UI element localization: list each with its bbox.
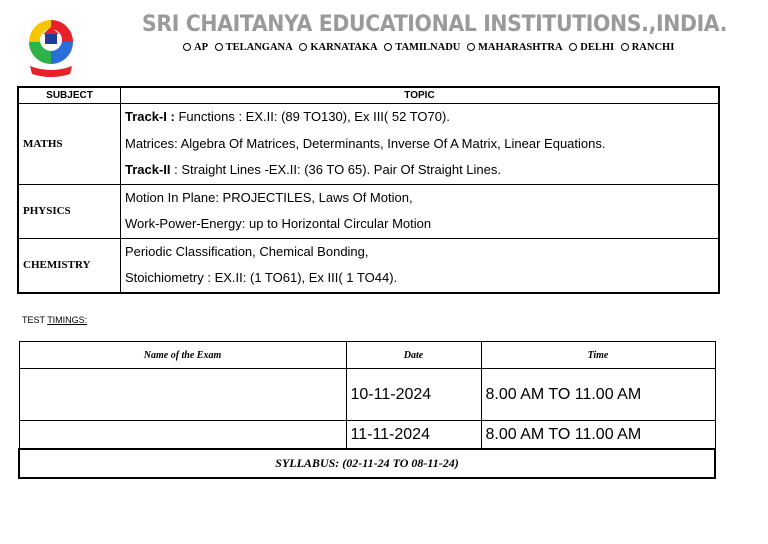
physics-topics — [121, 184, 720, 238]
test-timings-label: TEST TIMINGS: — [22, 315, 88, 325]
maths-topics — [121, 104, 720, 185]
syllabus-range: SYLLABUS: (02-11-24 TO 08-11-24) — [19, 449, 715, 478]
exam-name-header: Name of the Exam — [19, 342, 346, 369]
time-header: Time — [481, 342, 715, 369]
topic-header: TOPIC — [121, 87, 720, 104]
exam-name-cell — [19, 369, 346, 421]
states-list — [183, 42, 678, 53]
state-item: MAHARASHTRA — [467, 42, 563, 53]
state-item: KARNATAKA — [299, 42, 377, 53]
maths-subject: MATHS — [18, 104, 121, 185]
maths-track2: Track-II : Straight Lines -EX.II: (36 TO 65). Pair Of Straight Lines. — [125, 162, 501, 177]
bullet-icon — [183, 43, 191, 51]
chemistry-line: Periodic Classification, Chemical Bonding, — [125, 243, 369, 259]
table-row — [19, 421, 715, 450]
physics-line: Motion In Plane: PROJECTILES, Laws Of Motion, — [125, 189, 413, 205]
chemistry-subject: CHEMISTRY — [18, 238, 121, 293]
maths-track1: Track-I : Functions : EX.II: (89 TO130), Ex III( 52 TO70). — [125, 109, 450, 124]
chemistry-line: Stoichiometry : EX.II: (1 TO61), Ex III( 1 TO44). — [125, 270, 398, 285]
time-cell: 8.00 AM TO 11.00 AM — [481, 421, 715, 450]
date-cell: 10-11-2024 — [346, 369, 481, 421]
maths-matrices: Matrices: Algebra Of Matrices, Determinants, Inverse Of A Matrix, Linear Equations. — [125, 135, 606, 151]
bullet-icon — [215, 43, 223, 51]
date-header: Date — [346, 342, 481, 369]
table-row — [19, 369, 715, 421]
physics-row — [18, 184, 719, 238]
state-item: TAMILNADU — [384, 42, 460, 53]
institution-logo-icon — [24, 16, 78, 80]
syllabus-header-row — [18, 87, 719, 104]
state-item: AP — [183, 42, 208, 53]
time-cell: 8.00 AM TO 11.00 AM — [481, 369, 715, 421]
state-item: DELHI — [569, 42, 614, 53]
physics-subject: PHYSICS — [18, 184, 121, 238]
timing-header-row — [19, 342, 715, 369]
bullet-icon — [569, 43, 577, 51]
maths-row — [18, 104, 719, 185]
physics-line: Work-Power-Energy: up to Horizontal Circular Motion — [125, 216, 432, 231]
exam-name-cell — [19, 421, 346, 450]
chemistry-topics — [121, 238, 720, 293]
bullet-icon — [384, 43, 392, 51]
bullet-icon — [299, 43, 307, 51]
institution-title: SRI CHAITANYA EDUCATIONAL INSTITUTIONS.,INDIA. — [142, 12, 728, 37]
chemistry-row — [18, 238, 719, 293]
timing-table — [18, 341, 716, 479]
syllabus-table — [17, 86, 720, 294]
state-item: TELANGANA — [215, 42, 293, 53]
syllabus-range-row — [19, 449, 715, 478]
subject-header: SUBJECT — [18, 87, 121, 104]
bullet-icon — [467, 43, 475, 51]
state-item: RANCHI — [621, 42, 675, 53]
bullet-icon — [621, 43, 629, 51]
date-cell: 11-11-2024 — [346, 421, 481, 450]
